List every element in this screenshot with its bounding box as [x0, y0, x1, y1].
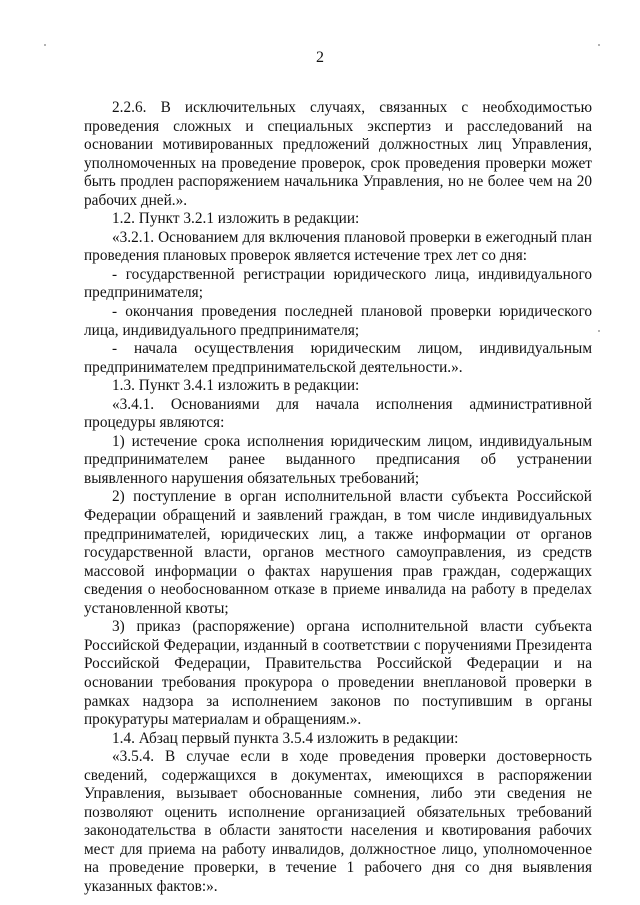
paragraph-amendment-1-4: 1.4. Абзац первый пункта 3.5.4 изложить в редакции: — [112, 729, 459, 747]
scan-speck — [44, 44, 46, 46]
paragraph-amendment-1-3: 1.3. Пункт 3.4.1 изложить в редакции: — [112, 377, 360, 395]
list-item-last-inspection: - окончания проведения последней плановой проверки юридического лица, индивидуального предпринимателя; — [84, 303, 592, 339]
document-body — [84, 99, 592, 897]
list-item-ground-2: 2) поступление в орган исполнительной власти субъекта Российской Федерации обращений и заявлений граждан, в том числе индивидуальных предпринимателей, юридических лиц, а также информации от органов государственной власти, органов местного самоуправления, из средств массовой информации о фактах нарушения прав граждан, содержащих сведения о необоснованном отказе в приеме инвалида на работу в пределах установленной квоты; — [84, 488, 592, 617]
page-number: 2 — [316, 49, 324, 66]
paragraph-3-5-4: «3.5.4. В случае если в ходе проведения проверки достоверность сведений, содержащихся в документах, имеющихся в распоряжении Управления, вызывает обоснованные сомнения, либо эти сведения не позволяют оценить исполнение организацией обязательных требований законодательства в области занятости населения и квотирования рабочих мест для приема на работу инвалидов, должностное лицо, уполномоченное на проведение проверки, в течение 1 рабочего дня со дня выявления указанных фактов:». — [84, 748, 592, 895]
scan-speck — [598, 330, 600, 332]
list-item-ground-3: 3) приказ (распоряжение) органа исполнительной власти субъекта Российской Федерации, изданный в соответствии с поручениями Президента Российской Федерации, Правительства Российской Федерации и на основании требования прокурора о проведении внеплановой проверки в рамках надзора за исполнением законов по поступившим в органы прокуратуры материалам и обращениям.». — [84, 618, 592, 729]
paragraph-amendment-1-2: 1.2. Пункт 3.2.1 изложить в редакции: — [112, 210, 360, 228]
list-item-ground-1: 1) истечение срока исполнения юридическим лицом, индивидуальным предпринимателем ранее выданного предписания об устранении выявленного нарушения обязательных требований; — [84, 432, 592, 487]
paragraph-3-4-1: «3.4.1. Основаниями для начала исполнения административной процедуры являются: — [84, 395, 592, 432]
scan-speck — [598, 44, 600, 46]
paragraph-3-2-1: «3.2.1. Основанием для включения плановой проверки в ежегодный план проведения плановых проверок является истечение трех лет со дня: — [84, 228, 592, 265]
paragraph-2-2-6: 2.2.6. В исключительных случаях, связанных с необходимостью проведения сложных и специальных экспертиз и расследований на основании мотивированных предложений должностных лиц Управления, уполномоченных на проведение проверок, срок проведения проверки может быть продлен распоряжением начальника Управления, но не более чем на 20 рабочих дней.». — [84, 99, 592, 209]
list-item-start-activity: - начала осуществления юридическим лицом, индивидуальным предпринимателем предпринимательской деятельности.». — [84, 340, 592, 376]
list-item-registration: - государственной регистрации юридического лица, индивидуального предпринимателя; — [84, 265, 592, 302]
